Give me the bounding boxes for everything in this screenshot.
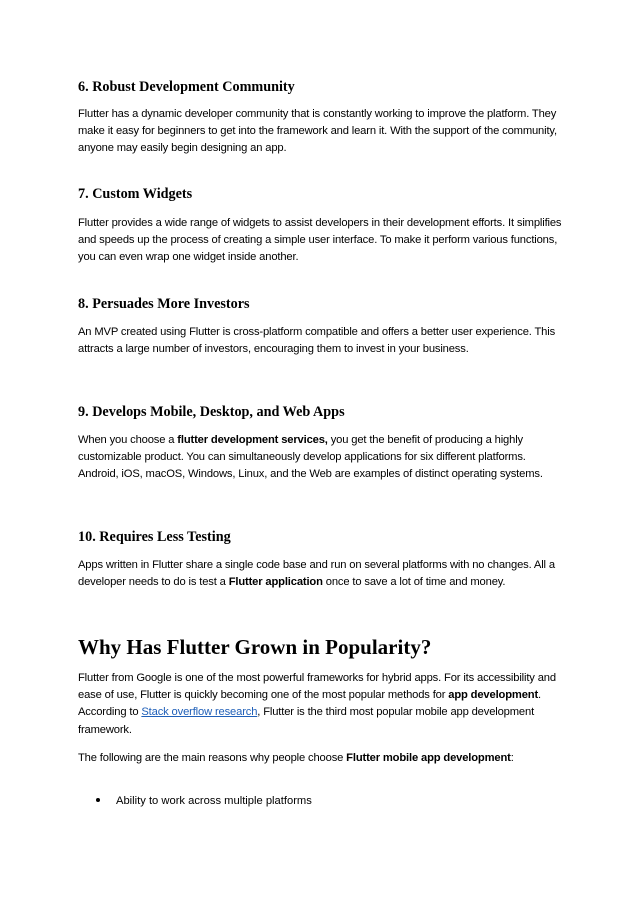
paragraph-text: you get the benefit of producing a highly customizable product. You can simultaneously develop applications for six different platforms. Android, iOS, macOS, Windows, Linux, and the Web are examples of distinct operating systems. <box>78 434 543 481</box>
bullet-icon <box>96 793 116 810</box>
section-paragraph: Flutter provides a wide range of widgets to assist developers in their development efforts. It simplifies and speeds up the process of creating a simple user interface. To make it perform various functions, you can even wrap one widget inside another. <box>78 217 562 264</box>
stack-overflow-link[interactable]: Stack overflow research <box>141 706 258 719</box>
paragraph-text: Apps written in Flutter share a single code base and run on several platforms with no changes. All a developer needs to do is test a <box>78 559 555 589</box>
bold-phrase: app development <box>448 689 539 702</box>
section-heading: 7. Custom Widgets <box>78 186 193 202</box>
paragraph-text: The following are the main reasons why people choose <box>78 752 347 764</box>
section-paragraph <box>78 432 568 484</box>
paragraph-text: , Flutter is the third most popular mobile app development framework. <box>78 706 535 736</box>
reasons-intro-paragraph <box>78 750 568 767</box>
paragraph-text: once to save a lot of time and money. <box>322 576 506 589</box>
bold-phrase: flutter development services, <box>177 434 328 446</box>
list-item-text: Ability to work across multiple platforms <box>116 795 312 807</box>
bold-phrase: Flutter mobile app development <box>346 752 511 764</box>
section-heading: 9. Develops Mobile, Desktop, and Web Apps <box>78 404 345 420</box>
section-heading: 8. Persuades More Investors <box>78 296 250 312</box>
main-heading: Why Has Flutter Grown in Popularity? <box>78 635 432 659</box>
section-paragraph <box>78 557 568 591</box>
bold-phrase: Flutter application <box>228 576 323 589</box>
section-heading: 10. Requires Less Testing <box>78 529 231 545</box>
section-paragraph: An MVP created using Flutter is cross-platform compatible and offers a better user experience. This attracts a large number of investors, encouraging them to invest in your business. <box>78 326 556 356</box>
paragraph-text: When you choose a <box>78 434 178 446</box>
section-paragraph: Flutter has a dynamic developer community that is constantly working to improve the platform. They make it easy for beginners to get into the framework and learn it. With the support of the community, anyone may easily begin designing an app. <box>78 108 557 155</box>
paragraph-text: : <box>510 752 514 764</box>
list-item <box>96 793 312 810</box>
popularity-paragraph <box>78 670 568 739</box>
paragraph-text: Flutter from Google is one of the most powerful frameworks for hybrid apps. For its accessibility and ease of use, Flutter is quickly becoming one of the most popular methods for <box>78 672 556 702</box>
section-heading: 6. Robust Development Community <box>78 79 295 95</box>
paragraph-text: . According to <box>78 689 542 719</box>
